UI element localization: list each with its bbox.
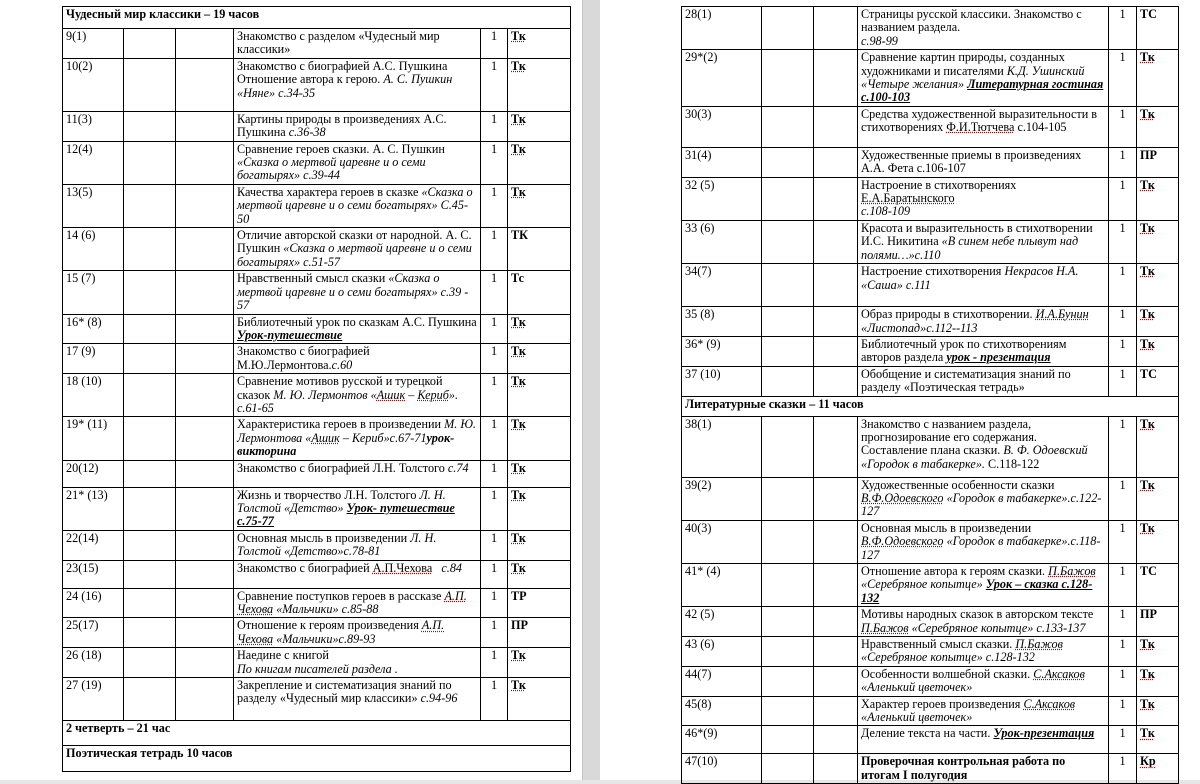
table-row [63,58,571,111]
date-cell [124,271,176,314]
lesson-type: Тк [508,184,571,227]
date-cell [814,336,858,366]
lesson-type: Тк [1137,307,1179,337]
date-cell [814,177,858,220]
lesson-topic: Характеристика героев в произведении М. Ю. Лермонтова «Ашик – Кериб»с.67-71урок-викторина [234,417,481,460]
lesson-hours: 1 [481,560,508,588]
table-row [682,106,1179,147]
lesson-number: 12(4) [63,141,124,184]
date-cell [124,184,176,227]
table-row [63,417,571,460]
table-row [63,184,571,227]
lesson-number: 18 (10) [63,374,124,417]
lesson-hours: 1 [1109,7,1137,50]
lesson-hours: 1 [481,487,508,530]
lesson-number: 34(7) [682,264,762,307]
lesson-number: 17 (9) [63,344,124,374]
lesson-topic: Библиотечный урок по сказкам А.С. Пушкина Урок-путешествие [234,314,481,344]
lesson-topic: Сравнение героев сказки. А. С. Пушкин «Сказка о мертвой царевне и о семи богатырях» с.39-44 [234,141,481,184]
date-cell [762,336,814,366]
date-cell [176,618,234,648]
date-cell [176,374,234,417]
lesson-type: Тк [508,560,571,588]
date-cell [762,366,814,396]
lesson-topic: Особенности волшебной сказки. С.Аксаков «Аленький цветочек» [858,666,1109,696]
date-cell [762,477,814,520]
date-cell [124,678,176,721]
lesson-plan-table-left [62,6,571,772]
lesson-type: Тк [508,530,571,560]
lesson-hours: 1 [1109,607,1137,637]
lesson-hours: 1 [1109,307,1137,337]
lesson-type: Тк [508,374,571,417]
lesson-topic: Знакомство с биографией М.Ю.Лермонтова.с.60 [234,344,481,374]
lesson-hours: 1 [481,314,508,344]
date-cell [176,530,234,560]
date-cell [814,264,858,307]
lesson-number: 42 (5) [682,607,762,637]
date-cell [176,58,234,111]
table-row [682,520,1179,563]
date-cell [124,648,176,678]
lesson-topic: Художественные особенности сказки В.Ф.Одоевского «Городок в табакерке».с.122-127 [858,477,1109,520]
date-cell [176,487,234,530]
date-cell [814,147,858,177]
lesson-topic: Страницы русской классики. Знакомство с названием раздела. с.98-99 [858,7,1109,50]
lesson-type: Тк [508,314,571,344]
table-row [63,29,571,59]
table-row [682,307,1179,337]
date-cell [762,416,814,477]
lesson-topic: Жизнь и творчество Л.Н. Толстого Л. Н. Толстой «Детство» Урок- путешествие с.75-77 [234,487,481,530]
lesson-topic: Характер героев произведения С.Аксаков «Аленький цветочек» [858,696,1109,726]
date-cell [814,666,858,696]
lesson-topic: Библиотечный урок по стихотворениям авторов раздела урок - презентация [858,336,1109,366]
date-cell [814,607,858,637]
lesson-number: 47(10) [682,754,762,784]
lesson-hours: 1 [481,58,508,111]
date-cell [814,7,858,50]
lesson-number: 30(3) [682,106,762,147]
table-row [63,530,571,560]
date-cell [176,460,234,487]
lesson-type: Тк [1137,637,1179,667]
lesson-hours: 1 [1109,366,1137,396]
lesson-number: 15 (7) [63,271,124,314]
date-cell [762,666,814,696]
lesson-number: 25(17) [63,618,124,648]
table-row [682,666,1179,696]
lesson-hours: 1 [1109,106,1137,147]
lesson-hours: 1 [1109,563,1137,606]
lesson-number: 9(1) [63,29,124,59]
lesson-number: 28(1) [682,7,762,50]
lesson-number: 39(2) [682,477,762,520]
lesson-number: 32 (5) [682,177,762,220]
date-cell [762,520,814,563]
lesson-hours: 1 [481,678,508,721]
lesson-topic: Обобщение и систематизация знаний по разделу «Поэтическая тетрадь» [858,366,1109,396]
table-row [63,374,571,417]
lesson-type: ТС [1137,366,1179,396]
lesson-hours: 1 [1109,520,1137,563]
quarter-row [63,721,571,746]
lesson-type: Тк [508,29,571,59]
lesson-hours: 1 [1109,637,1137,667]
lesson-number: 40(3) [682,520,762,563]
table-row [682,696,1179,726]
lesson-topic: Отношение автора к героям сказки. П.Бажов «Серебряное копытце» Урок – сказка с.128-132 [858,563,1109,606]
lesson-topic: Знакомство с разделом «Чудесный мир классики» [234,29,481,59]
date-cell [762,7,814,50]
lesson-type: Тк [1137,50,1179,107]
lesson-number: 29*(2) [682,50,762,107]
date-cell [762,607,814,637]
lesson-type: Тк [1137,696,1179,726]
date-cell [762,696,814,726]
date-cell [762,307,814,337]
table-row [63,588,571,618]
lesson-topic: Настроение в стихотворениях Е.А.Баратынского с.108-109 [858,177,1109,220]
lesson-hours: 1 [1109,264,1137,307]
date-cell [176,588,234,618]
lesson-type: Тк [1137,726,1179,754]
lesson-number: 10(2) [63,58,124,111]
lesson-topic: Знакомство с биографией Л.Н. Толстого с.74 [234,460,481,487]
document-page-left [0,0,582,780]
lesson-number: 37 (10) [682,366,762,396]
document-page-right [600,0,1200,780]
lesson-topic: Отличие авторской сказки от народной. А. С. Пушкин «Сказка о мертвой царевне и о семи богатырях» с.51-57 [234,228,481,271]
table-row [63,560,571,588]
date-cell [762,637,814,667]
lesson-number: 26 (18) [63,648,124,678]
lesson-number: 41* (4) [682,563,762,606]
lesson-topic: Сравнение картин природы, созданных художниками и писателями К.Д. Ушинский «Четыре желания» Литературная гостиная с.100-103 [858,50,1109,107]
date-cell [124,141,176,184]
lesson-hours: 1 [481,228,508,271]
date-cell [124,314,176,344]
lesson-number: 27 (19) [63,678,124,721]
lesson-type: Тк [508,58,571,111]
lesson-topic: Отношение к героям произведения А.П. Чехова «Мальчики»с.89-93 [234,618,481,648]
lesson-number: 36* (9) [682,336,762,366]
lesson-hours: 1 [481,184,508,227]
lesson-topic: Средства художественной выразительности в стихотворениях Ф.И.Тютчева с.104-105 [858,106,1109,147]
table-row [682,220,1179,263]
section-title: Чудесный мир классики – 19 часов [63,7,571,29]
table-row [63,228,571,271]
lesson-type: Тк [508,344,571,374]
date-cell [176,141,234,184]
date-cell [124,374,176,417]
date-cell [124,487,176,530]
lesson-topic: Мотивы народных сказок в авторском тексте П.Бажов «Серебряное копытце» с.133-137 [858,607,1109,637]
date-cell [762,50,814,107]
lesson-topic: Красота и выразительность в стихотворении И.С. Никитина «В синем небе плывут над полями…»с.110 [858,220,1109,263]
table-row [682,726,1179,754]
date-cell [124,344,176,374]
section-title: Литературные сказки – 11 часов [682,396,1179,416]
lesson-hours: 1 [1109,416,1137,477]
lesson-topic: Проверочная контрольная работа по итогам I полугодия [858,754,1109,784]
date-cell [176,184,234,227]
date-cell [814,106,858,147]
page-gutter [582,0,602,780]
date-cell [176,228,234,271]
date-cell [814,307,858,337]
date-cell [124,417,176,460]
lesson-hours: 1 [1109,666,1137,696]
lesson-type: Тк [1137,220,1179,263]
lesson-type: Тк [508,111,571,141]
lesson-type: Тк [1137,106,1179,147]
date-cell [814,520,858,563]
table-row [63,141,571,184]
date-cell [176,678,234,721]
lesson-number: 35 (8) [682,307,762,337]
lesson-hours: 1 [481,141,508,184]
lesson-hours: 1 [1109,336,1137,366]
lesson-type: Кр [1137,754,1179,784]
date-cell [176,271,234,314]
lesson-number: 21* (13) [63,487,124,530]
date-cell [814,754,858,784]
table-row [63,314,571,344]
date-cell [124,618,176,648]
date-cell [814,696,858,726]
lesson-type: Тк [508,460,571,487]
lesson-type: ПР [1137,607,1179,637]
table-row [682,754,1179,784]
date-cell [176,111,234,141]
lesson-topic: Основная мысль в произведении Л. Н. Толстой «Детство»с.78-81 [234,530,481,560]
table-row [682,563,1179,606]
date-cell [124,460,176,487]
lesson-type: Тк [508,648,571,678]
lesson-number: 16* (8) [63,314,124,344]
lesson-type: ПР [1137,147,1179,177]
date-cell [124,228,176,271]
date-cell [762,147,814,177]
lesson-topic: Нравственный смысл сказки «Сказка о мертвой царевне и о семи богатырях» с.39 - 57 [234,271,481,314]
table-row [682,607,1179,637]
quarter-title: 2 четверть – 21 час [63,721,571,746]
table-row [63,648,571,678]
date-cell [124,530,176,560]
date-cell [176,344,234,374]
lesson-hours: 1 [481,460,508,487]
table-row [63,618,571,648]
lesson-topic: Образ природы в стихотворении. И.А.Бунин «Листопад»с.112--113 [858,307,1109,337]
lesson-type: Тк [508,678,571,721]
lesson-type: Тк [1137,177,1179,220]
lesson-number: 43 (6) [682,637,762,667]
date-cell [814,726,858,754]
lesson-hours: 1 [1109,177,1137,220]
lesson-hours: 1 [1109,50,1137,107]
lesson-number: 38(1) [682,416,762,477]
section-header-row [63,746,571,772]
table-row [63,344,571,374]
lesson-type: ПР [508,618,571,648]
table-row [682,147,1179,177]
lesson-number: 24 (16) [63,588,124,618]
lesson-topic: Сравнение мотивов русской и турецкой сказок М. Ю. Лермонтов «Ашик – Кериб». с.61-65 [234,374,481,417]
table-row [682,366,1179,396]
lesson-hours: 1 [1109,477,1137,520]
lesson-number: 20(12) [63,460,124,487]
lesson-hours: 1 [481,271,508,314]
lesson-hours: 1 [481,344,508,374]
table-row [682,637,1179,667]
lesson-type: Тк [508,417,571,460]
date-cell [762,563,814,606]
lesson-type: Тк [1137,336,1179,366]
lesson-number: 11(3) [63,111,124,141]
date-cell [762,106,814,147]
section-title: Поэтическая тетрадь 10 часов [63,746,571,772]
lesson-topic: Знакомство с биографией А.С. Пушкина Отношение автора к герою. А. С. Пушкин «Няне» с.34-35 [234,58,481,111]
date-cell [124,560,176,588]
lesson-type: Тк [508,487,571,530]
lesson-type: Тс [508,271,571,314]
lesson-hours: 1 [1109,147,1137,177]
lesson-number: 22(14) [63,530,124,560]
lesson-number: 44(7) [682,666,762,696]
lesson-topic: Знакомство с названием раздела, прогнозирование его содержания. Составление плана сказки. В. Ф. Одоевский «Городок в табакерке». С.118-122 [858,416,1109,477]
lesson-topic: Закрепление и систематизация знаний по разделу «Чудесный мир классики» с.94-96 [234,678,481,721]
date-cell [124,29,176,59]
lesson-hours: 1 [481,588,508,618]
date-cell [762,726,814,754]
date-cell [814,416,858,477]
date-cell [814,50,858,107]
date-cell [814,637,858,667]
section-header-row [682,396,1179,416]
lesson-type: Тк [1137,416,1179,477]
table-row [682,7,1179,50]
date-cell [176,560,234,588]
lesson-hours: 1 [481,29,508,59]
lesson-hours: 1 [1109,696,1137,726]
lesson-hours: 1 [1109,726,1137,754]
lesson-topic: Настроение стихотворения Некрасов Н.А. «Саша» с.111 [858,264,1109,307]
date-cell [762,177,814,220]
date-cell [176,417,234,460]
lesson-type: Тк [508,141,571,184]
lesson-type: Тк [1137,264,1179,307]
lesson-number: 13(5) [63,184,124,227]
lesson-type: ТР [508,588,571,618]
lesson-hours: 1 [481,648,508,678]
lesson-topic: Деление текста на части. Урок-презентация [858,726,1109,754]
date-cell [124,588,176,618]
date-cell [814,563,858,606]
section-header-row [63,7,571,29]
date-cell [814,366,858,396]
lesson-topic: Нравственный смысл сказки. П.Бажов «Серебряное копытце» с.128-132 [858,637,1109,667]
date-cell [762,264,814,307]
table-row [682,336,1179,366]
lesson-number: 45(8) [682,696,762,726]
lesson-type: ТК [508,228,571,271]
lesson-hours: 1 [481,618,508,648]
lesson-topic: Сравнение поступков героев в рассказе А.П. Чехова «Мальчики» с.85-88 [234,588,481,618]
table-row [63,271,571,314]
lesson-plan-table-right [681,6,1179,784]
lesson-number: 33 (6) [682,220,762,263]
date-cell [762,220,814,263]
lesson-number: 19* (11) [63,417,124,460]
lesson-hours: 1 [481,374,508,417]
date-cell [814,220,858,263]
date-cell [124,111,176,141]
table-row [682,50,1179,107]
date-cell [176,314,234,344]
lesson-hours: 1 [1109,220,1137,263]
date-cell [814,477,858,520]
lesson-type: Тк [1137,520,1179,563]
date-cell [124,58,176,111]
date-cell [762,754,814,784]
table-row [682,416,1179,477]
table-row [63,460,571,487]
lesson-hours: 1 [481,417,508,460]
lesson-topic: Знакомство с биографией А.П.Чехова с.84 [234,560,481,588]
lesson-topic: Основная мысль в произведении В.Ф.Одоевского «Городок в табакерке».с.118-127 [858,520,1109,563]
lesson-type: Тк [1137,477,1179,520]
lesson-hours: 1 [481,111,508,141]
lesson-type: Тк [1137,666,1179,696]
table-row [63,111,571,141]
lesson-type: ТС [1137,7,1179,50]
lesson-topic: Качества характера героев в сказке «Сказка о мертвой царевне и о семи богатырях» С.45-50 [234,184,481,227]
lesson-hours: 1 [481,530,508,560]
table-row [682,264,1179,307]
lesson-topic: Картины природы в произведениях А.С. Пушкина с.36-38 [234,111,481,141]
date-cell [176,29,234,59]
lesson-number: 23(15) [63,560,124,588]
lesson-topic: Художественные приемы в произведениях А.А. Фета с.106-107 [858,147,1109,177]
lesson-number: 46*(9) [682,726,762,754]
lesson-type: ТС [1137,563,1179,606]
date-cell [176,648,234,678]
table-row [682,177,1179,220]
table-row [63,678,571,721]
lesson-hours: 1 [1109,754,1137,784]
table-row [682,477,1179,520]
lesson-number: 14 (6) [63,228,124,271]
lesson-topic: Наедине с книгой По книгам писателей раздела . [234,648,481,678]
lesson-number: 31(4) [682,147,762,177]
table-row [63,487,571,530]
